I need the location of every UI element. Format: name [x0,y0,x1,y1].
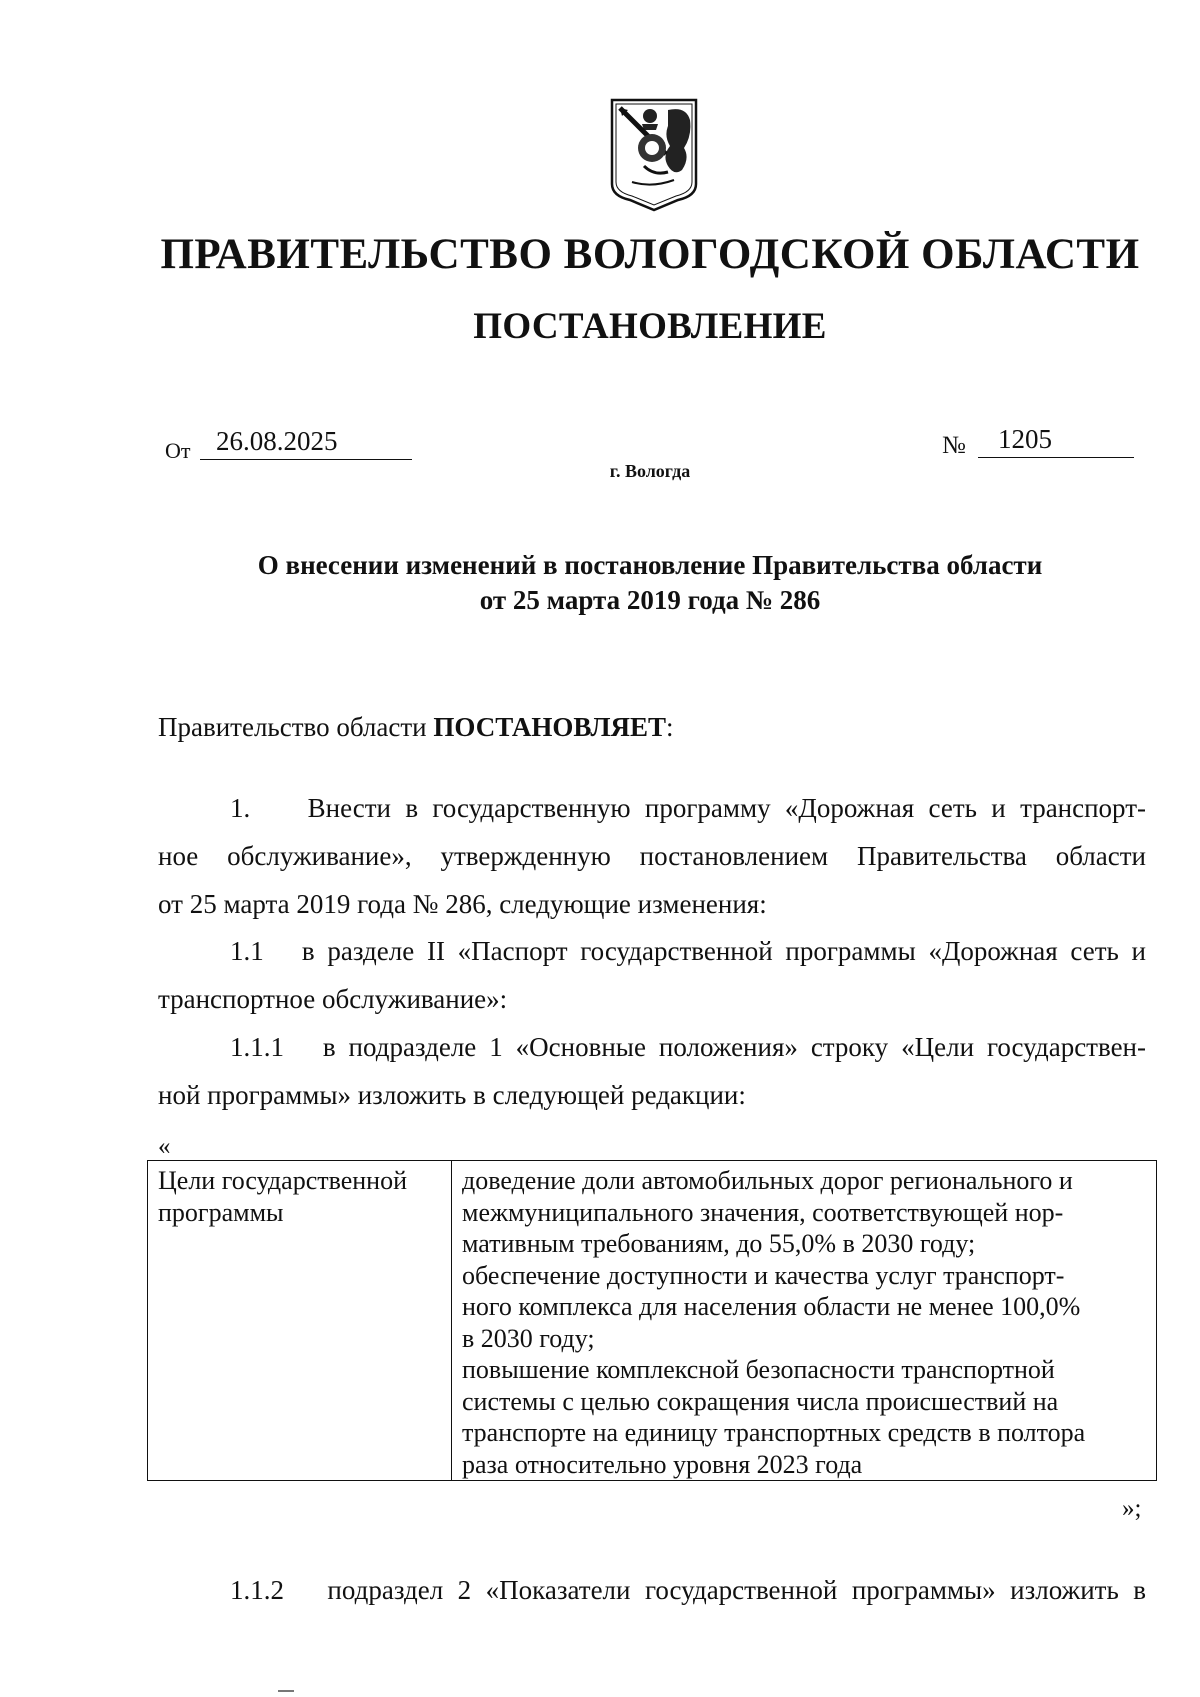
paragraph-1-1-2-number: 1.1.2 [230,1575,284,1605]
subject-line-2: от 25 марта 2019 года № 286 [479,585,821,615]
goal-line: транспорте на единицу транспортных средств в полтора [462,1418,1086,1447]
paragraph-1-1-number: 1.1 [230,936,264,966]
resolution-intro [158,712,674,743]
goal-line: обеспечение доступности и качества услуг транспорт- [462,1260,1065,1290]
paragraph-1-1-1-number: 1.1.1 [230,1032,284,1062]
number-underline [978,457,1134,458]
date-label: От [165,438,191,463]
paragraph-1-1-line-2: транспортное обслуживание»: [158,984,508,1014]
goal-line: системы с целью сокращения числа происшествий на [462,1386,1059,1416]
city-name: г. Вологда [609,461,691,481]
goal-line: доведение доли автомобильных дорог регионального и [462,1166,1073,1195]
intro-text: Правительство области [158,712,434,742]
program-goals-table [147,1160,1157,1481]
table-row [148,1161,1157,1481]
goal-line: раза относительно уровня 2023 года [462,1449,863,1479]
paragraph-1-line-3: от 25 марта 2019 года № 286, следующие изменения: [158,889,767,919]
scan-mark [278,1690,294,1692]
intro-colon: : [665,712,674,742]
coat-of-arms-emblem [608,96,700,214]
number-label: № [942,432,966,459]
paragraph-1 [158,784,1146,928]
date-value: 26.08.2025 [216,426,338,456]
paragraph-1-1 [158,927,1146,1023]
paragraph-1-1-1 [158,1023,1146,1119]
paragraph-1-line-2: ное обслуживание», утвержденную постановлением Правительства области [158,841,1146,871]
goals-content-cell [452,1161,1157,1481]
goal-line: межмуниципального значения, соответствующей нор- [462,1197,1064,1227]
document-type-heading: ПОСТАНОВЛЕНИЕ [473,306,827,347]
goal-line: ного комплекса для населения области не менее 100,0% [462,1292,1081,1321]
paragraph-1-1-2-line-1: 1.1.2 подраздел 2 «Показатели государственной программы» изложить в [230,1575,1146,1605]
subject-line-1: О внесении изменений в постановление Правительства области [257,550,1043,580]
paragraph-1-number: 1. [230,793,251,823]
paragraph-1-line-1: 1. Внести в государственную программу «Дорожная сеть и транспорт- [230,793,1146,823]
quote-close: »; [1122,1495,1142,1522]
goal-line: в 2030 году; [462,1323,595,1353]
paragraph-1-1-1-line-1: 1.1.1 в подразделе 1 «Основные положения» строку «Цели государствен- [230,1032,1146,1062]
number-value: 1205 [998,424,1052,454]
goals-label-cell: Цели государственной программы [148,1161,452,1481]
goal-line: повышение комплексной безопасности транспортной [462,1355,1055,1384]
intro-resolves: ПОСТАНОВЛЯЕТ [433,712,666,742]
document-subject [0,548,1200,618]
organization-title: ПРАВИТЕЛЬСТВО ВОЛОГОДСКОЙ ОБЛАСТИ [160,231,1140,278]
goal-line: мативным требованиям, до 55,0% в 2030 году; [462,1229,976,1258]
date-underline [200,459,412,460]
paragraph-1-1-1-line-2: ной программы» изложить в следующей редакции: [158,1080,746,1110]
paragraph-1-1-line-1: 1.1 в разделе II «Паспорт государственной программы «Дорожная сеть и [230,936,1146,966]
paragraph-1-1-2 [158,1566,1146,1614]
quote-open: « [158,1133,171,1160]
